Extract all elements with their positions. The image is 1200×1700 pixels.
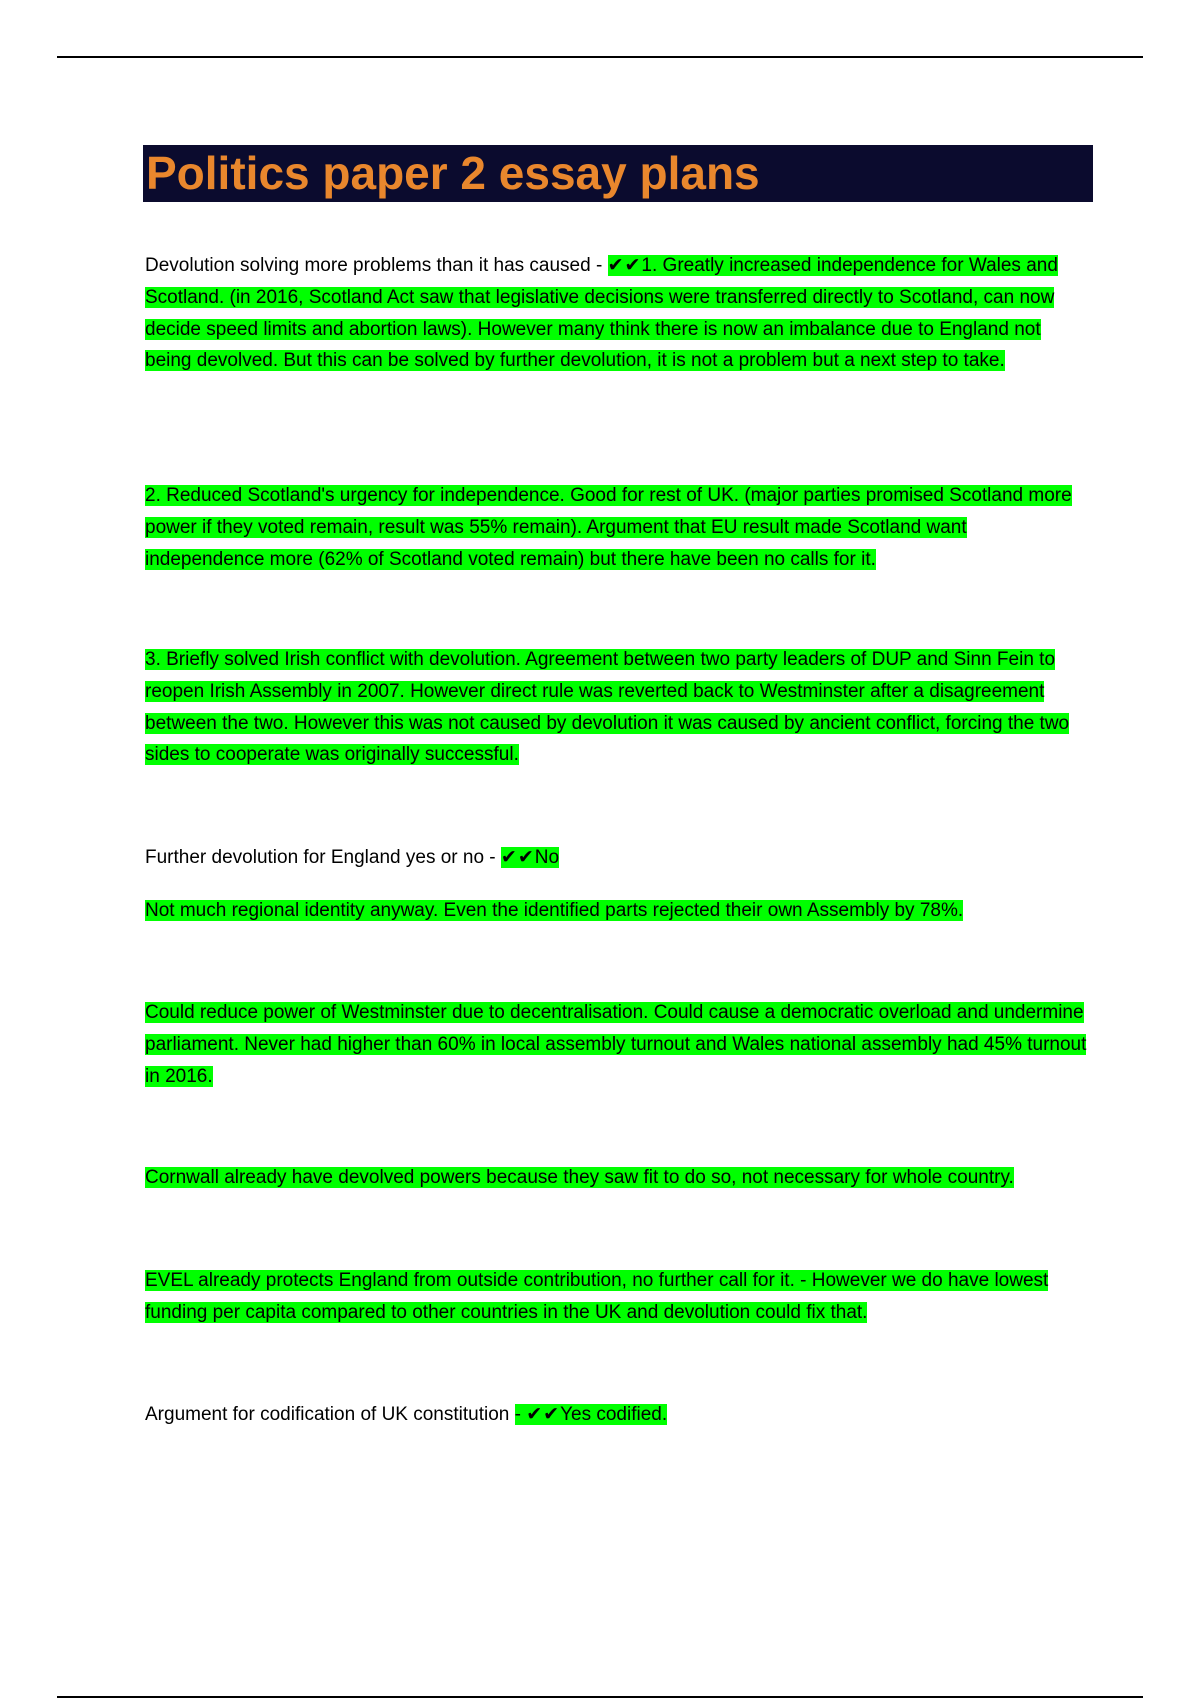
- paragraph-devolution-q: [145, 250, 1090, 377]
- highlighted-answer: [515, 1404, 668, 1425]
- answer-text: Yes codified.: [560, 1404, 668, 1425]
- paragraph-point-2: [145, 480, 1090, 575]
- paragraph-cornwall: [145, 1162, 1090, 1194]
- highlighted-text: EVEL already protects England from outside contribution, no further call for it. - However we do have lowest funding per capita compared to other countries in the UK and devolution could fix that.: [145, 1270, 1049, 1323]
- highlighted-text: Cornwall already have devolved powers because they saw fit to do so, not necessary for whole country.: [145, 1167, 1014, 1188]
- double-check-icon: ✔✔: [500, 847, 535, 868]
- question-text: Further devolution for England yes or no -: [145, 847, 501, 868]
- paragraph-england-q: [145, 842, 1090, 874]
- double-check-icon: ✔✔: [526, 1404, 561, 1425]
- highlighted-answer: [501, 847, 559, 868]
- double-check-icon: ✔✔: [607, 255, 642, 276]
- paragraph-point-3: [145, 644, 1090, 771]
- paragraph-evel: [145, 1265, 1090, 1329]
- answer-text: No: [534, 847, 560, 868]
- paragraph-codification-q: [145, 1399, 1090, 1431]
- paragraph-regional-identity: [145, 895, 1090, 927]
- question-text: Argument for codification of UK constitution: [145, 1404, 515, 1425]
- document-title: Politics paper 2 essay plans: [146, 147, 760, 199]
- title-banner: [143, 145, 1093, 202]
- answer-text: 1. Greatly increased independence for Wales and Scotland. (in 2016, Scotland Act saw that legislative decisions were transferred directly to Scotland, can now decide speed limits and abortion laws). However many think there is now an imbalance due to England not being devolved. But this can be solved by further devolution, it is not a problem but a next step to take.: [145, 255, 1058, 372]
- page-top-rule: [57, 56, 1143, 58]
- answer-dash: -: [514, 1404, 527, 1425]
- highlighted-text: Not much regional identity anyway. Even the identified parts rejected their own Assembly by 78%.: [145, 900, 964, 921]
- highlighted-text: 2. Reduced Scotland's urgency for independence. Good for rest of UK. (major parties promised Scotland more power if they voted remain, result was 55% remain). Argument that EU result made Scotland want independence more (62% of Scotland voted remain) but there have been no calls for it.: [145, 485, 1072, 570]
- question-text: Devolution solving more problems than it has caused -: [145, 255, 608, 276]
- highlighted-text: Could reduce power of Westminster due to decentralisation. Could cause a democratic overload and undermine parliament. Never had higher than 60% in local assembly turnout and Wales national assembly had 45% turnout in 2016.: [145, 1002, 1087, 1087]
- page-bottom-rule: [57, 1696, 1143, 1698]
- paragraph-westminster-power: [145, 997, 1090, 1092]
- highlighted-text: 3. Briefly solved Irish conflict with devolution. Agreement between two party leaders of DUP and Sinn Fein to reopen Irish Assembly in 2007. However direct rule was reverted back to Westminster after a disagreement between the two. However this was not caused by devolution it was caused by ancient conflict, forcing the two sides to cooperate was originally successful.: [145, 649, 1070, 766]
